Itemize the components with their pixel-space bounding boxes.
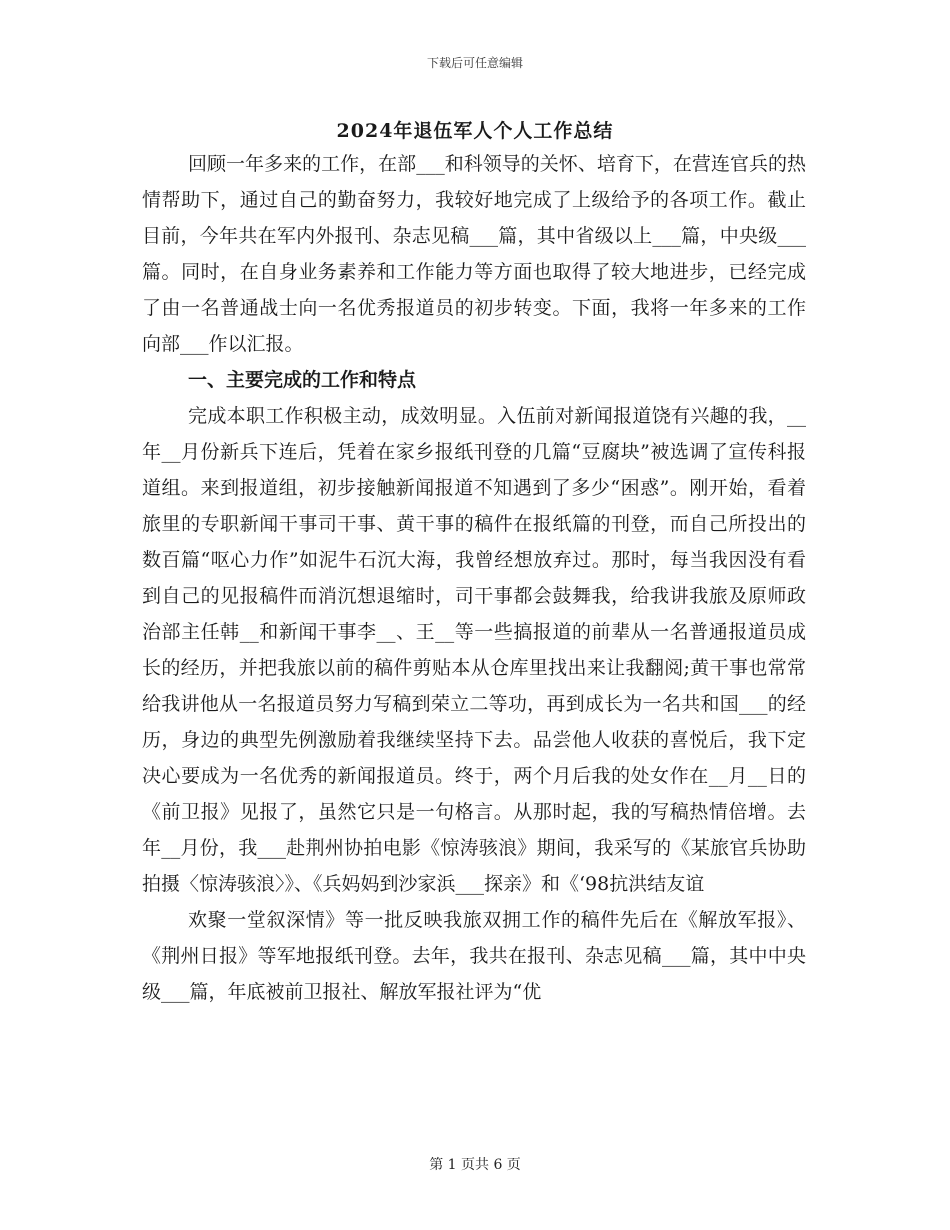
document-body xyxy=(142,146,806,1010)
body-paragraph: 完成本职工作积极主动，成效明显。入伍前对新闻报道饶有兴趣的我，__年__月份新兵下连后，凭着在家乡报纸刊登的几篇“豆腐块”被选调了宣传科报道组。来到报道组，初步接触新闻报道不知遇到了多少“困惑”。刚开始，看着旅里的专职新闻干事司干事、黄干事的稿件在报纸篇的刊登，而自己所投出的数百篇“呕心力作”如泥牛石沉大海，我曾经想放弃过。那时，每当我因没有看到自己的见报稿件而消沉想退缩时，司干事都会鼓舞我，给我讲我旅及原师政治部主任韩__和新闻干事李__、王__等一些搞报道的前辈从一名普通报道员成长的经历，并把我旅以前的稿件剪贴本从仓库里找出来让我翻阅;黄干事也常常给我讲他从一名报道员努力写稿到荣立二等功，再到成长为一名共和国___的经历，身边的典型先例激励着我继续坚持下去。品尝他人收获的喜悦后，我下定决心要成为一名优秀的新闻报道员。终于，两个月后我的处女作在__月__日的《前卫报》见报了，虽然它只是一句格言。从那时起，我的写稿热情倍增。去年__月份，我___赴荆州协拍电影《惊涛骇浪》期间，我采写的《某旅官兵协助拍摄〈惊涛骇浪〉》、《兵妈妈到沙家浜___探亲》和《‘98抗洪结友谊 xyxy=(142,405,806,895)
document-title: 2024年退伍军人个人工作总结 xyxy=(336,120,614,142)
body-paragraph-continued: 欢聚一堂叙深情》等一批反映我旅双拥工作的稿件先后在《解放军报》、《荆州日报》等军地报纸刊登。去年，我共在报刊、杂志见稿___篇，其中中央级___篇，年底被前卫报社、解放军报社评为“优 xyxy=(142,909,806,1003)
intro-paragraph: 回顾一年多来的工作，在部___和科领导的关怀、培育下，在营连官兵的热情帮助下，通过自己的勤奋努力，我较好地完成了上级给予的各项工作。截止目前，今年共在军内外报刊、杂志见稿___篇，其中省级以上___篇，中央级___篇。同时，在自身业务素养和工作能力等方面也取得了较大地进步，已经完成了由一名普通战士向一名优秀报道员的初步转变。下面，我将一年多来的工作向部___作以汇报。 xyxy=(142,153,806,355)
section-heading: 一、主要完成的工作和特点 xyxy=(188,369,417,391)
page-header-note: 下载后可任意编辑 xyxy=(426,56,523,70)
page-number: 第 1 页共 6 页 xyxy=(429,1157,521,1173)
